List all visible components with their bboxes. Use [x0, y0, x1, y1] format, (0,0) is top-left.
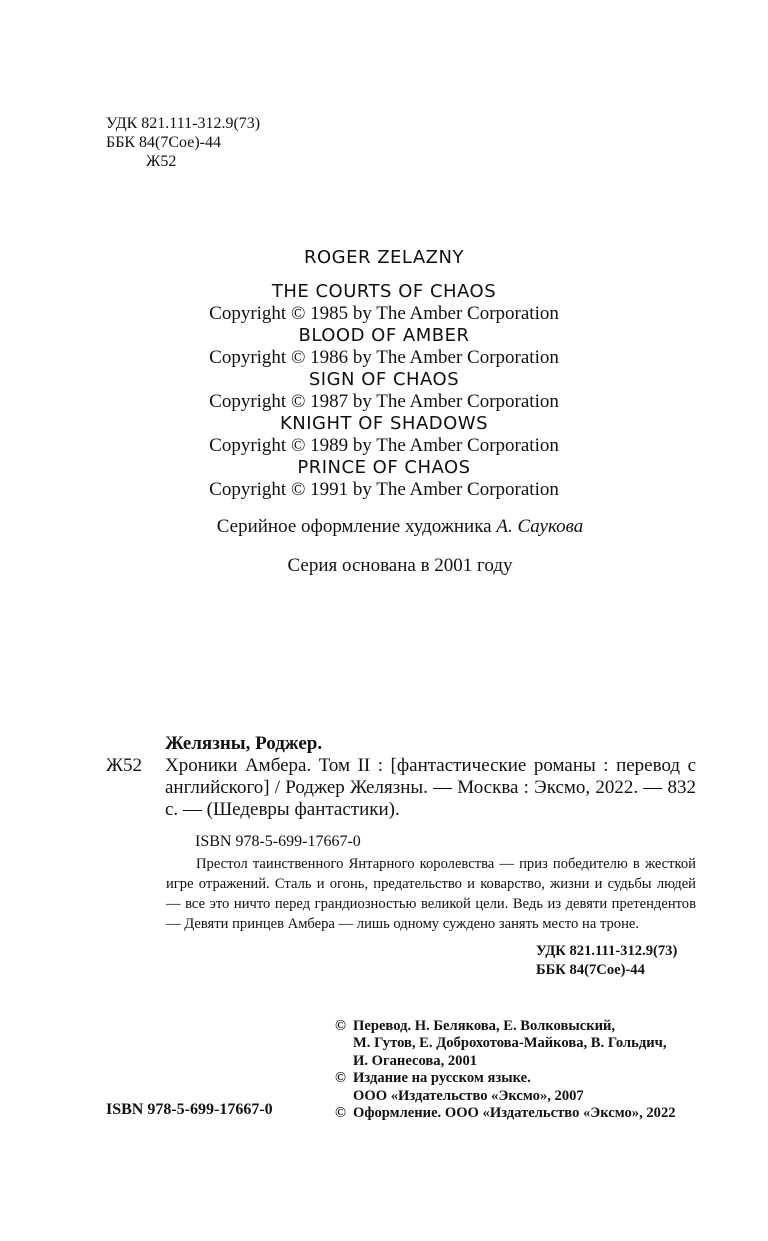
bbk-code: ББК 84(7Сое)-44 — [536, 962, 645, 978]
rights-line: Оформление. ООО «Издательство «Эксмо», 2022 — [353, 1105, 676, 1122]
work-copyright: Copyright © 1985 by The Amber Corporation — [209, 303, 559, 324]
rights-entry-design — [335, 1105, 705, 1122]
work-title: PRINCE OF CHAOS — [297, 457, 471, 478]
rights-block — [335, 1018, 705, 1122]
copyright-block — [0, 247, 768, 501]
author-mark: Ж52 — [146, 153, 177, 170]
rights-line: Издание на русском языке. — [353, 1070, 531, 1087]
series-design-credit — [0, 516, 768, 538]
copyright-symbol: © — [335, 1070, 346, 1087]
rights-line: М. Гутов, Е. Доброхотова-Майкова, В. Гольдич, — [353, 1035, 667, 1052]
classification-top — [106, 114, 260, 171]
udk-code: УДК 821.111-312.9(73) — [536, 943, 678, 959]
work-copyright: Copyright © 1987 by The Amber Corporation — [209, 391, 559, 412]
catalog-isbn: ISBN 978-5-699-17667-0 — [195, 833, 361, 850]
copyright-symbol: © — [335, 1105, 346, 1122]
work-copyright: Copyright © 1986 by The Amber Corporation — [209, 347, 559, 368]
catalog-heading: Желязны, Роджер. — [165, 733, 323, 754]
rights-line: Перевод. Н. Белякова, Е. Волковыский, — [353, 1018, 616, 1034]
work-title: KNIGHT OF SHADOWS — [279, 413, 489, 434]
work-copyright: Copyright © 1991 by The Amber Corporation — [209, 479, 559, 500]
series-design-prefix: Серийное оформление художника — [216, 516, 497, 537]
udk-code: УДК 821.111-312.9(73) — [106, 115, 261, 132]
rights-entry-edition — [335, 1070, 705, 1105]
copyright-symbol: © — [335, 1018, 346, 1034]
work-copyright: Copyright © 1989 by The Amber Corporation — [209, 435, 559, 456]
original-author: ROGER ZELAZNY — [304, 247, 464, 268]
classification-bottom — [536, 942, 677, 980]
work-title: BLOOD OF AMBER — [298, 325, 470, 346]
rights-entry-translation — [335, 1018, 705, 1070]
work-title: THE COURTS OF CHAOS — [271, 281, 497, 302]
rights-line: И. Оганесова, 2001 — [353, 1052, 478, 1069]
bbk-code: ББК 84(7Сое)-44 — [106, 134, 221, 151]
rights-line: ООО «Издательство «Эксмо», 2007 — [353, 1087, 584, 1104]
series-design-artist: А. Саукова — [496, 516, 584, 537]
annotation: Престол таинственного Янтарного королевства — приз победителю в жесткой игре отражений. Сталь и огонь, предательство и коварство, жизни и судьбы людей — все это ничто перед грандиозностью великой цели. Ведь из девяти претендентов — Девяти принцев Амбера — лишь одному суждено занять место на троне. — [166, 856, 696, 932]
series-founded: Серия основана в 2001 году — [287, 555, 513, 576]
work-title: SIGN OF CHAOS — [308, 369, 460, 390]
catalog-description: Хроники Амбера. Том II : [фантастические романы : перевод с английского] / Роджер Желязны. — Москва : Эксмо, 2022. — 832 с. — (Шедевры фантастики). — [165, 755, 696, 820]
isbn-bottom: ISBN 978-5-699-17667-0 — [106, 1101, 273, 1118]
catalog-code: Ж52 — [106, 755, 143, 776]
catalog-card — [106, 733, 696, 853]
